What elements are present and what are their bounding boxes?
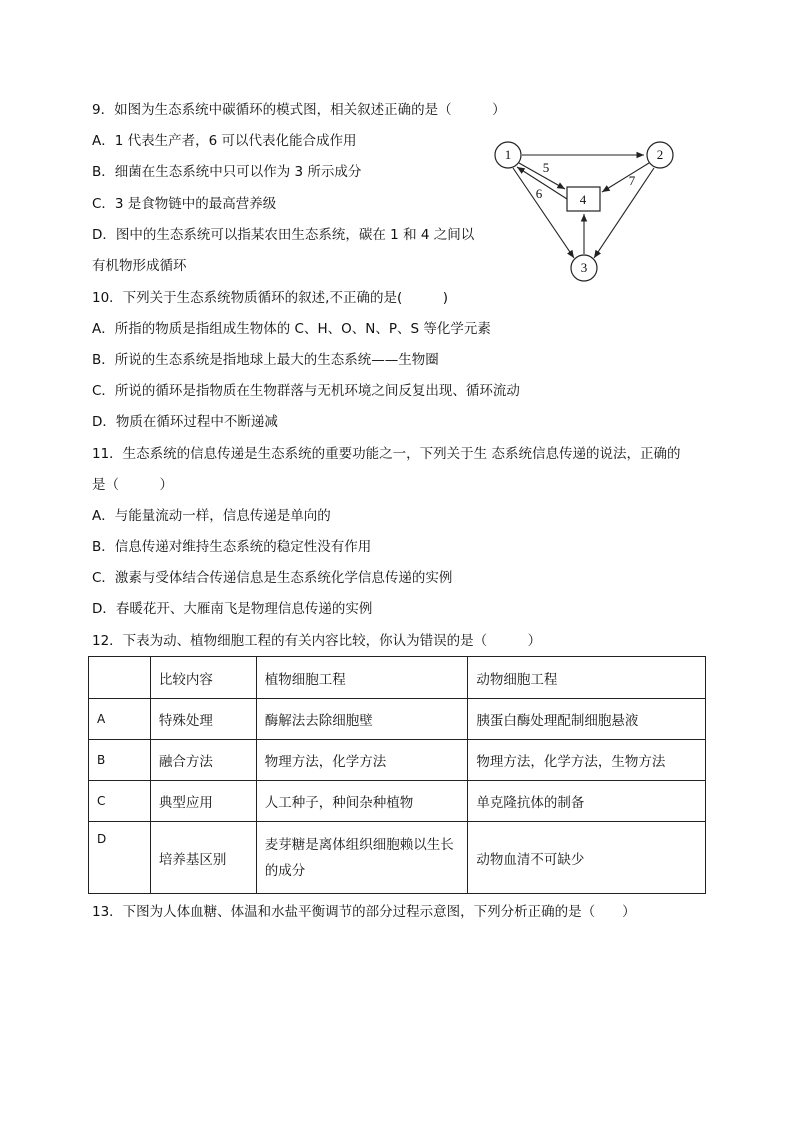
edge-7-label: 7 (628, 173, 636, 188)
table-row (89, 781, 706, 822)
q10-option-b: B．所说的生态系统是指地球上最大的生态系统——生物圈 (92, 352, 439, 368)
header-cell (89, 657, 151, 699)
node-2-label: 2 (656, 147, 664, 162)
q9-option-a: A．1 代表生产者，6 可以代表化能合成作用 (92, 133, 357, 149)
q11-option-a: A．与能量流动一样，信息传递是单向的 (92, 508, 331, 524)
q11-stem: 11．生态系统的信息传递是生态系统的重要功能之一，下列关于生 态系统信息传递的说法，正确的 (92, 446, 681, 462)
table-row (89, 822, 706, 894)
q10-stem: 10．下列关于生态系统物质循环的叙述,不正确的是( ) (92, 290, 449, 306)
header-cell: 比较内容 (150, 657, 256, 699)
arrow-2-to-3 (594, 168, 654, 258)
table-cell: 物理方法，化学方法 (256, 740, 468, 781)
q13-stem: 13．下图为人体血糖、体温和水盐平衡调节的部分过程示意图，下列分析正确的是（ ） (92, 904, 636, 920)
table-cell: 酶解法去除细胞壁 (256, 699, 468, 740)
table-cell: 动物血清不可缺少 (468, 822, 706, 894)
table-cell: 融合方法 (150, 740, 256, 781)
header-cell: 动物细胞工程 (468, 657, 706, 699)
arrow-1-to-3 (513, 168, 574, 258)
q10-option-a: A．所指的物质是指组成生物体的 C、H、O、N、P、S 等化学元素 (92, 321, 491, 337)
q11-option-c: C．激素与受体结合传递信息是生态系统化学信息传递的实例 (92, 570, 453, 586)
table-cell: 物理方法，化学方法，生物方法 (468, 740, 706, 781)
node-4-label: 4 (579, 192, 587, 207)
table-cell: 特殊处理 (150, 699, 256, 740)
edge-6-label: 6 (535, 186, 543, 201)
q10-option-c: C．所说的循环是指物质在生物群落与无机环境之间反复出现、循环流动 (92, 383, 520, 399)
q12-stem: 12．下表为动、植物细胞工程的有关内容比较，你认为错误的是（ ） (92, 633, 542, 649)
arrow-2-to-4 (602, 163, 649, 192)
table-cell: 胰蛋白酶处理配制细胞悬液 (468, 699, 706, 740)
row-label: A (89, 699, 151, 740)
q10-option-d: D．物质在循环过程中不断递减 (92, 414, 278, 430)
q11-option-b: B．信息传递对维持生态系统的稳定性没有作用 (92, 539, 372, 555)
q11-stem-cont: 是（ ） (92, 477, 173, 493)
q9-option-b: B．细菌在生态系统中只可以作为 3 所示成分 (92, 164, 362, 180)
table-row (89, 699, 706, 740)
edge-5-label: 5 (542, 160, 550, 175)
table-header-row (89, 657, 706, 699)
table-cell: 典型应用 (150, 781, 256, 822)
q11-option-d: D．春暖花开、大雁南飞是物理信息传递的实例 (92, 601, 373, 617)
table-cell: 培养基区别 (150, 822, 256, 894)
table-cell: 人工种子，种间杂种植物 (256, 781, 468, 822)
q9-option-d-cont: 有机物形成循环 (92, 258, 187, 274)
row-label: C (89, 781, 151, 822)
table-cell: 单克隆抗体的制备 (468, 781, 706, 822)
carbon-cycle-diagram (486, 136, 686, 286)
node-1-label: 1 (504, 147, 512, 162)
q9-stem: 9．如图为生态系统中碳循环的模式图，相关叙述正确的是（ ） (92, 102, 506, 118)
q9-option-c: C．3 是食物链中的最高营养级 (92, 196, 277, 212)
comparison-table (88, 656, 706, 894)
header-cell: 植物细胞工程 (256, 657, 468, 699)
row-label: B (89, 740, 151, 781)
row-label: D (89, 822, 151, 894)
node-3-label: 3 (580, 260, 588, 275)
table-row (89, 740, 706, 781)
q9-option-d: D．图中的生态系统可以指某农田生态系统，碳在 1 和 4 之间以 (92, 227, 475, 243)
table-cell: 麦芽糖是离体组织细胞赖以生长的成分 (256, 822, 468, 894)
